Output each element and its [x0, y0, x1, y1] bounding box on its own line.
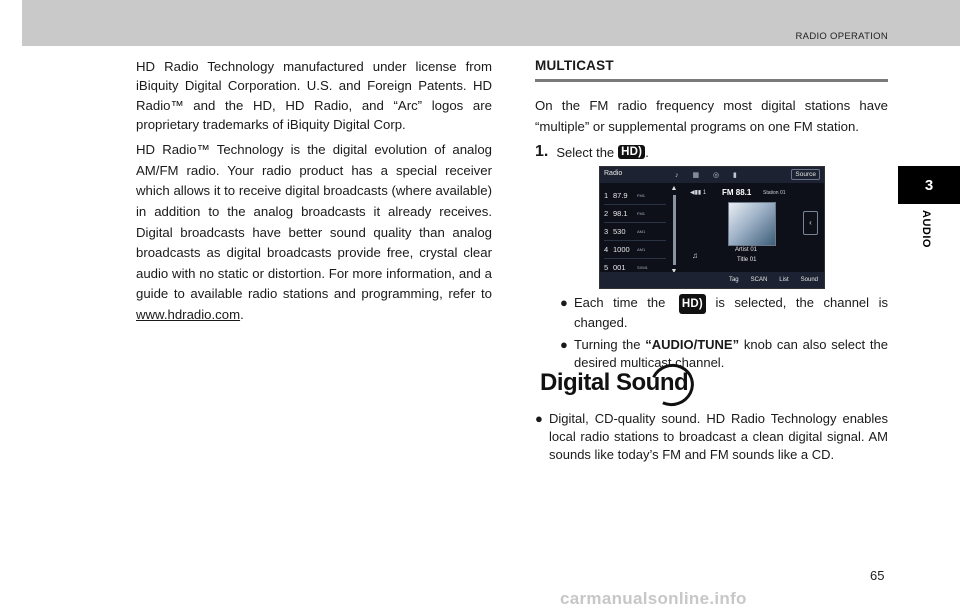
list-button: List [779, 277, 789, 283]
step-text: Select the [556, 144, 615, 160]
status-icons: ♪ ▦ ◎ ▮ [675, 172, 743, 179]
step-1 [535, 143, 888, 161]
sound-button: Sound [800, 277, 818, 283]
track-title: Title 01 [737, 257, 757, 263]
music-note-icon: ♫ [692, 251, 698, 260]
hdradio-link[interactable]: www.hdradio.com [136, 306, 241, 322]
preset-item: 4 1000 AM1 [604, 241, 666, 259]
screen-title: Radio [604, 170, 623, 177]
bullet-item: ● Each time the HD) is selected, the channel is changed. [560, 295, 888, 330]
digital-sound-logo [536, 362, 696, 402]
multicast-intro: On the FM radio frequency most digital stations have “multiple” or supplemental programs on one FM station. [535, 98, 888, 134]
tag-button: Tag [728, 277, 739, 283]
hd-button-icon: HD) [618, 145, 645, 159]
step-number: 1. [535, 143, 549, 160]
bullet-dot-icon: ● [535, 411, 543, 426]
preset-item: 5 001 SXM1 [604, 259, 666, 277]
scroll-up-icon: ▲ [670, 185, 678, 192]
preset-scrollbar [669, 185, 679, 283]
arc-logo-icon [644, 358, 700, 413]
preset-list [604, 187, 666, 277]
section-title: RADIO OPERATION [795, 31, 888, 42]
screen-bottom-bar [600, 272, 824, 288]
multicast-heading: MULTICAST [535, 58, 614, 73]
chapter-name: AUDIO [920, 210, 932, 248]
period: . [240, 306, 244, 322]
digital-sound-logo-text: Digital Sound [540, 369, 689, 396]
heading-divider [535, 79, 888, 82]
radio-screen-image [599, 166, 825, 289]
bullet-item: ● Digital, CD-quality sound. HD Radio Technology enables local radio stations to broadcast a clean digital signal. AM sounds like today’s FM and FM sounds like a CD. [535, 411, 888, 462]
hd-radio-paragraph [136, 140, 492, 325]
digital-sound-bullets [535, 410, 888, 468]
bullet-dot-icon: ● [560, 337, 568, 352]
chapter-tab[interactable] [898, 166, 960, 204]
audio-tune-knob-label: “AUDIO/TUNE” [645, 337, 740, 352]
preset-item: 1 87.9 FM1 [604, 187, 666, 205]
album-art [728, 202, 776, 246]
license-paragraph: HD Radio Technology manufactured under license from iBiquity Digital Corporation. U.S. and Foreign Patents. HD Radio™ and the HD, HD Radio, and “Arc” logos are proprietary trademarks of iBiquity Digital Corp. [136, 59, 492, 132]
source-button: Source [791, 169, 820, 180]
artist-name: Artist 01 [735, 247, 758, 253]
multicast-section [535, 58, 888, 161]
watermark: carmanualsonline.info [560, 589, 747, 608]
step-end: . [645, 144, 649, 160]
bullet-dot-icon: ● [560, 295, 568, 310]
chevron-left-icon: ‹ [803, 211, 818, 235]
preset-item: 2 98.1 FM1 [604, 205, 666, 223]
hd-radio-text: HD Radio™ Technology is the digital evolution of analog AM/FM radio. Your radio product has a special receiver which allows it to receive digital broadcasts (where available) in addition to the analog broadcasts it already receives. Digital broadcasts have better sound quality than analog broadcasts as digital broadcasts provide free, crystal clear audio with no static or distortion. For more information, and a guide to available radio stations and programming, refer to [136, 142, 492, 302]
frequency-display: FM 88.1 [722, 188, 752, 197]
preset-item: 3 530 AM1 [604, 223, 666, 241]
chapter-number: 3 [924, 176, 934, 194]
left-column [136, 57, 492, 332]
station-name: Station 01 [763, 190, 786, 196]
signal-icon: ◀▮▮ 1 [690, 190, 707, 196]
bullet-item: ● Turning the “AUDIO/TUNE” knob can also select the desired multicast channel. [560, 337, 888, 370]
hd-button-icon: HD) [679, 294, 706, 314]
page-number: 65 [870, 568, 885, 583]
scan-button: SCAN [750, 277, 768, 283]
